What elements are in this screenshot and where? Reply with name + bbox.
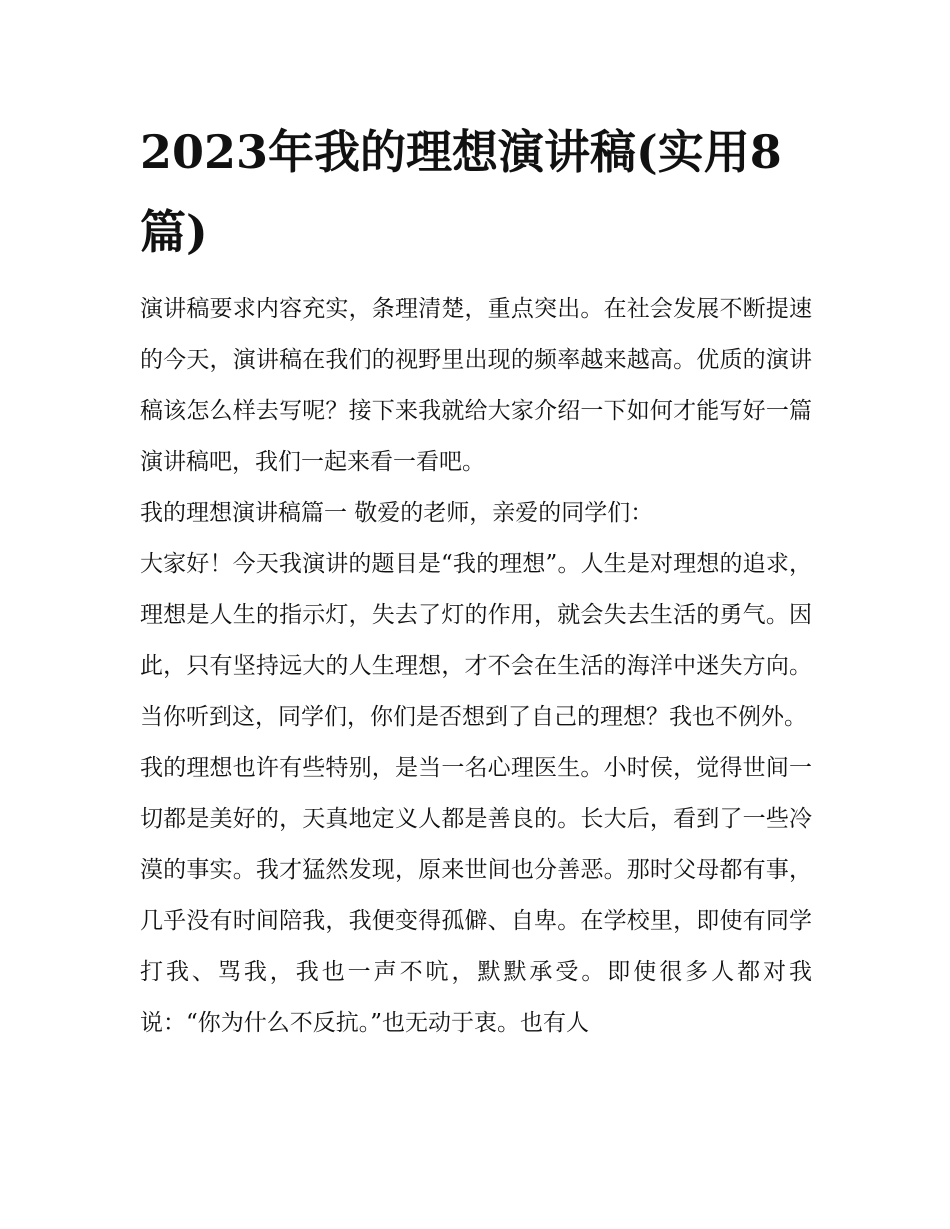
document-page bbox=[140, 112, 812, 1049]
paragraph-intro: 演讲稿要求内容充实，条理清楚，重点突出。在社会发展不断提速的今天，演讲稿在我们的视野里出现的频率越来越高。优质的演讲稿该怎么样去写呢？接下来我就给大家介绍一下如何才能写好一篇演讲稿吧，我们一起来看一看吧。 bbox=[140, 296, 812, 475]
paragraph-story: 我的理想也许有些特别，是当一名心理医生。小时侯，觉得世间一切都是美好的，天真地定义人都是善良的。长大后，看到了一些冷漠的事实。我才猛然发现，原来世间也分善恶。那时父母都有事，几乎没有时间陪我，我便变得孤僻、自卑。在学校里，即使有同学打我、骂我，我也一声不吭，默默承受。即使很多人都对我说：“你为什么不反抗。”也无动于衷。也有人 bbox=[140, 755, 812, 1036]
paragraph-heading-1: 我的理想演讲稿篇一 敬爱的老师，亲爱的同学们： bbox=[140, 500, 654, 526]
document-title: 2023年我的理想演讲稿(实用8篇) bbox=[140, 125, 782, 259]
document-body bbox=[140, 284, 812, 1049]
paragraph-greeting: 大家好！今天我演讲的题目是“我的理想”。人生是对理想的追求，理想是人生的指示灯，失去了灯的作用，就会失去生活的勇气。因此，只有坚持远大的人生理想，才不会在生活的海洋中迷失方向。当你听到这，同学们，你们是否想到了自己的理想？我也不例外。 bbox=[140, 551, 812, 730]
